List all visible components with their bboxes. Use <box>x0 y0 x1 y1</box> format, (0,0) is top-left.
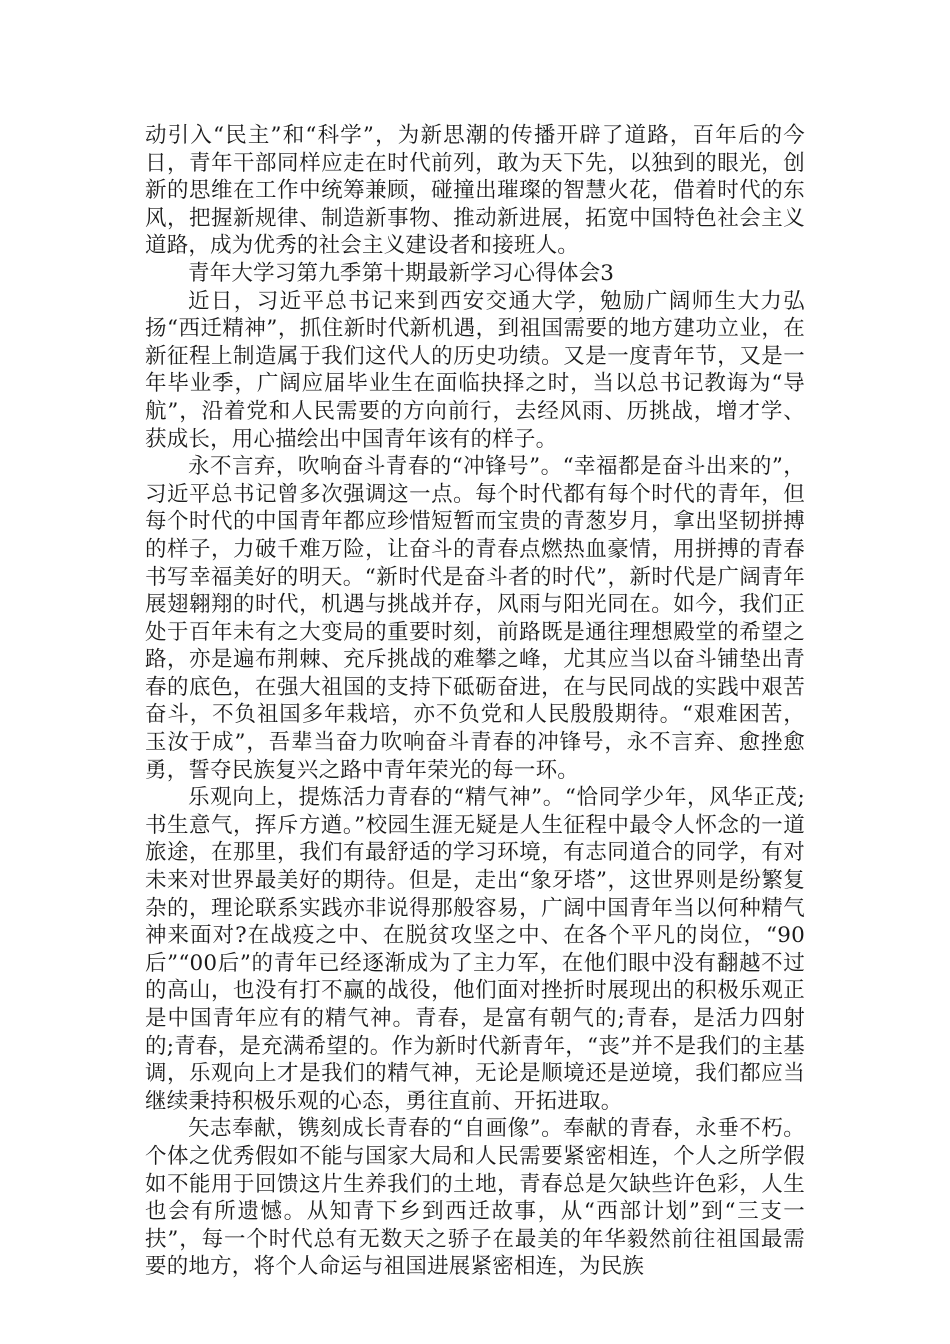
paragraph-dedication: 矢志奉献，镌刻成长青春的“自画像”。奉献的青春，永垂不朽。个体之优秀假如不能与国家大局和人民需要紧密相连，个人之所学假如不能用于回馈这片生养我们的土地，青春总是欠缺些许色彩，人生也会有所遗憾。从知青下乡到西迁故事，从“西部计划”到“三支一扶”，每一个时代总有无数天之骄子在最美的年华毅然前往祖国最需要的地方，将个人命运与祖国进展紧密相连，为民族 <box>145 1116 805 1280</box>
paragraph-struggle: 永不言弃，吹响奋斗青春的“冲锋号”。“幸福都是奋斗出来的”，习近平总书记曾多次强调这一点。每个时代都有每个时代的青年，但每个时代的中国青年都应珍惜短暂而宝贵的青葱岁月，拿出坚韧拼搏的样子，力破千难万险，让奋斗的青春点燃热血豪情，用拼搏的青春书写幸福美好的明天。“新时代是奋斗者的时代”，新时代是广阔青年展翅翱翔的时代，机遇与挑战并存，风雨与阳光同在。如今，我们正处于百年未有之大变局的重要时刻，前路既是通往理想殿堂的希望之路，亦是遍布荆棘、充斥挑战的难攀之峰，尤其应当以奋斗铺垫出青春的底色，在强大祖国的支持下砥砺奋进，在与民同战的实践中艰苦奋斗，不负祖国多年栽培，亦不负党和人民殷殷期待。“艰难困苦，玉汝于成”，吾辈当奋力吹响奋斗青春的冲锋号，永不言弃、愈挫愈勇，誓夺民族复兴之路中青年荣光的每一环。 <box>145 454 805 783</box>
paragraph-continuation: 动引入“民主”和“科学”，为新思潮的传播开辟了道路，百年后的今日，青年干部同样应走在时代前列，敢为天下先，以独到的眼光，创新的思维在工作中统筹兼顾，碰撞出璀璨的智慧火花，借着时代的东风，把握新规律、制造新事物、推动新进展，拓宽中国特色社会主义道路，成为优秀的社会主义建设者和接班人。 <box>145 123 805 259</box>
paragraph-optimism: 乐观向上，提炼活力青春的“精气神”。“恰同学少年，风华正茂;书生意气，挥斥方遒。”校园生涯无疑是人生征程中最令人怀念的一道旅途，在那里，我们有最舒适的学习环境，有志同道合的同学，有对未来对世界最美好的期待。但是，走出“象牙塔”，这世界则是纷繁复杂的，理论联系实践亦非说得那般容易，广阔中国青年当以何种精气神来面对?在战疫之中、在脱贫攻坚之中、在各个平凡的岗位，“90后”“00后”的青年已经逐渐成为了主力军，在他们眼中没有翻越不过的高山，也没有打不赢的战役，他们面对挫折时展现出的积极乐观正是中国青年应有的精气神。青春，是富有朝气的;青春，是活力四射的;青春，是充满希望的。作为新时代新青年，“丧”并不是我们的主基调，乐观向上才是我们的精气神，无论是顺境还是逆境，我们都应当继续秉持积极乐观的心态，勇往直前、开拓进取。 <box>145 785 805 1114</box>
document-page <box>145 122 805 1281</box>
paragraph-intro: 近日，习近平总书记来到西安交通大学，勉励广阔师生大力弘扬“西迁精神”，抓住新时代新机遇，到祖国需要的地方建功立业，在新征程上制造属于我们这代人的历史功绩。又是一度青年节，又是一年毕业季，广阔应届毕业生在面临抉择之时，当以总书记教诲为“导航”，沿着党和人民需要的方向前行，去经风雨、历挑战，增才学、获成长，用心描绘出中国青年该有的样子。 <box>145 288 805 452</box>
section-heading: 青年大学习第九季第十期最新学习心得体会3 <box>188 260 615 286</box>
